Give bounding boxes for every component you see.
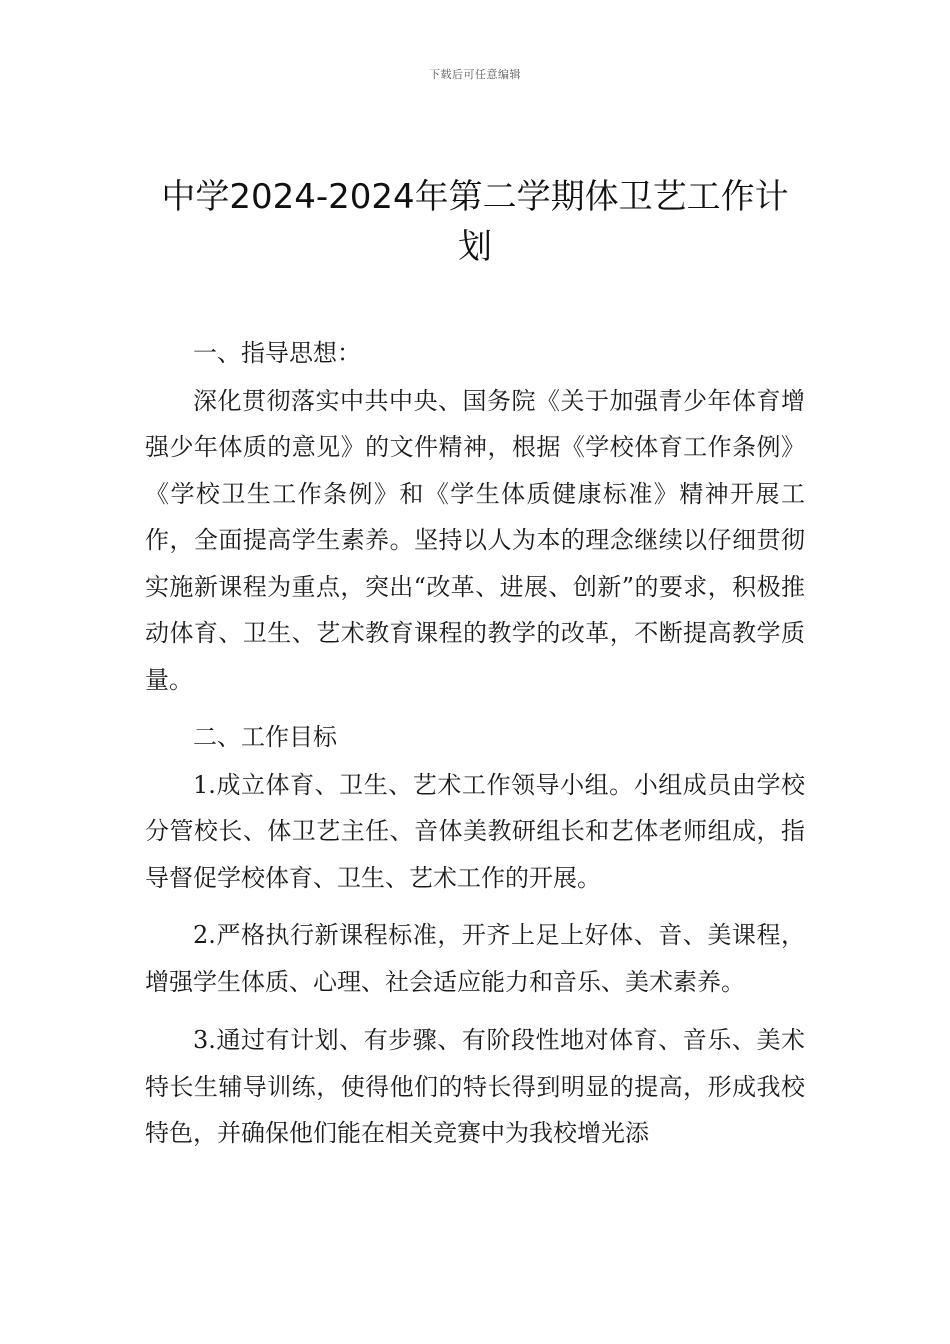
section-heading-goals: 二、工作目标 — [193, 723, 337, 751]
paragraph-guiding: 深化贯彻落实中共中央、国务院《关于加强青少年体育增强少年体质的意见》的文件精神，根据《学校体育工作条例》《学校卫生工作条例》和《学生体质健康标准》精神开展工作，全面提高学生素养。坚持以人为本的理念继续以仔细贯彻实施新课程为重点，突出“改革、进展、创新”的要求，积极推动体育、卫生、艺术教育课程的教学的改革，不断提高教学质量。 — [145, 386, 805, 694]
paragraph-goal-3: 3.通过有计划、有步骤、有阶段性地对体育、音乐、美术特长生辅导训练，使得他们的特长得到明显的提高，形成我校特色，并确保他们能在相关竞赛中为我校增光添 — [145, 1026, 805, 1147]
paragraph-goal-1: 1.成立体育、卫生、艺术工作领导小组。小组成员由学校分管校长、体卫艺主任、音体美教研组长和艺体老师组成，指导督促学校体育、卫生、艺术工作的开展。 — [145, 770, 805, 892]
document-body — [145, 330, 805, 1168]
document-title: 中学2024-2024年第二学期体卫艺工作计划 — [161, 177, 789, 267]
section-heading-guiding: 一、指导思想： — [193, 339, 361, 367]
header-note: 下载后可任意编辑 — [429, 68, 521, 81]
paragraph-goal-2: 2.严格执行新课程标准，开齐上足上好体、音、美课程，增强学生体质、心理、社会适应能力和音乐、美术素养。 — [145, 921, 805, 996]
